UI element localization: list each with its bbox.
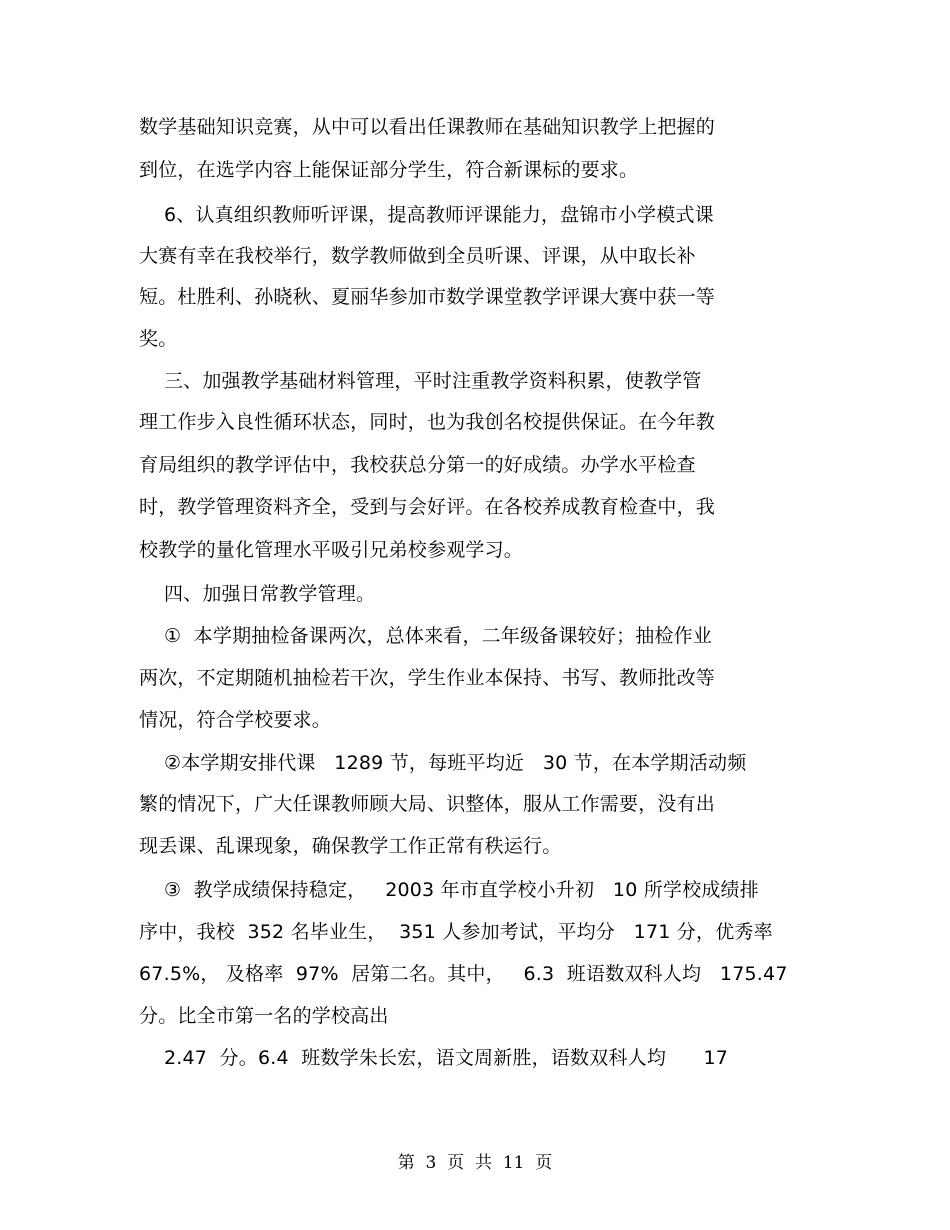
text-line: 2.47 分。6.4 班数学朱长宏，语文周新胜，语数双科人均 17 <box>139 1047 729 1069</box>
page-number-footer: 第 3 页 共 11 页 <box>397 1153 553 1173</box>
text-line: 大赛有幸在我校举行，数学教师做到全员听课、评课，从中取长补 <box>139 245 696 267</box>
text-line: 分。比全市第一名的学校高出 <box>139 1005 389 1027</box>
text-line: 到位，在选学内容上能保证部分学生，符合新课标的要求。 <box>139 159 639 181</box>
text-line: 现丢课、乱课现象，确保教学工作正常有秩运行。 <box>139 835 562 857</box>
text-line: 两次，不定期随机抽检若干次，学生作业本保持、书写、教师批改等 <box>139 667 716 689</box>
text-line: 情况，符合学校要求。 <box>139 709 332 731</box>
text-line: 短。杜胜利、孙晓秋、夏丽华参加市数学课堂教学评课大赛中获一等 <box>139 286 716 308</box>
text-line: 繁的情况下，广大任课教师顾大局、识整体，服从工作需要，没有出 <box>139 793 716 815</box>
text-line: 序中，我校 352 名毕业生， 351 人参加考试，平均分 171 分，优秀率 <box>139 921 773 943</box>
text-line: 三、加强教学基础材料管理，平时注重教学资料积累，使教学管 <box>139 370 702 392</box>
text-line: 四、加强日常教学管理。 <box>139 583 376 605</box>
text-line: ②本学期安排代课 1289 节，每班平均近 30 节，在本学期活动频 <box>139 752 747 774</box>
text-line: ③ 教学成绩保持稳定， 2003 年市直学校小升初 10 所学校成绩排 <box>139 879 759 901</box>
text-line: 校教学的量化管理水平吸引兄弟校参观学习。 <box>139 539 524 561</box>
text-line: 数学基础知识竞赛，从中可以看出任课教师在基础知识教学上把握的 <box>139 116 716 138</box>
text-line: 6、认真组织教师听评课，提高教师评课能力，盘锦市小学模式课 <box>139 204 714 226</box>
text-line: ① 本学期抽检备课两次，总体来看，二年级备课较好；抽检作业 <box>139 625 713 647</box>
text-line: 时，教学管理资料齐全，受到与会好评。在各校养成教育检查中，我 <box>139 496 716 518</box>
text-line: 理工作步入良性循环状态，同时，也为我创名校提供保证。在今年教 <box>139 411 716 433</box>
text-line: 育局组织的教学评估中，我校获总分第一的好成绩。办学水平检查 <box>139 454 696 476</box>
text-line: 67.5%， 及格率 97% 居第二名。其中， 6.3 班语数双科人均 175.47 <box>139 963 788 985</box>
text-line: 奖。 <box>139 328 178 350</box>
